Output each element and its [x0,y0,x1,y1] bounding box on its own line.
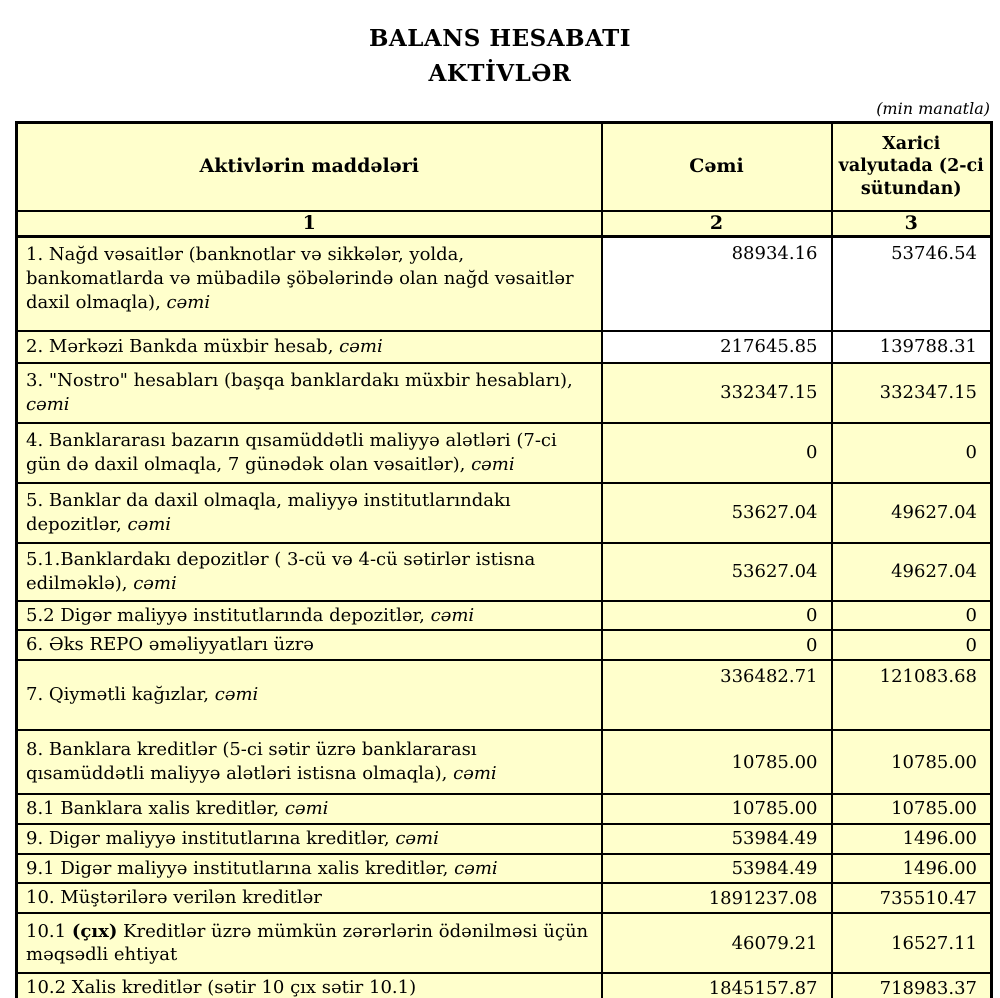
header-total: Cəmi [602,123,832,211]
item-label-cell [17,601,602,631]
table-row-2 [17,331,992,363]
foreign-value-cell: 735510.47 [832,883,992,913]
total-value-cell: 0 [602,423,832,483]
table-row-8-1 [17,794,992,824]
table-row-1 [17,237,992,331]
column-number-row [17,211,992,237]
total-value-cell: 10785.00 [602,794,832,824]
foreign-value-cell: 49627.04 [832,543,992,601]
assets-table [15,121,993,998]
item-label-cell [17,237,602,331]
item-label-italic: cəmi [26,393,70,415]
item-label: 5.1.Banklardakı depozitlər ( 3-cü və 4-cü sətirlər istisna edilməklə), [26,548,536,594]
table-row-3 [17,363,992,423]
table-row-10-2 [17,973,992,998]
item-label-cell [17,543,602,601]
item-label: 10.1 [26,920,72,942]
table-row-6 [17,630,992,660]
foreign-value-cell: 139788.31 [832,331,992,363]
foreign-value-cell: 121083.68 [832,660,992,730]
item-label-cell [17,854,602,884]
total-value-cell: 1845157.87 [602,973,832,998]
unit-note: (min manatla) [876,99,990,118]
item-label-bold: (çıx) [71,920,118,942]
table-row-4 [17,423,992,483]
total-value-cell: 53984.49 [602,824,832,854]
item-label: 7. Qiymətli kağızlar, [26,684,215,706]
page-title: BALANS HESABATI [368,25,632,52]
item-label: 9. Digər maliyyə institutlarına kreditlər, [26,827,396,849]
item-label: 9.1 Digər maliyyə institutlarına xalis kreditlər, [26,857,455,879]
item-label-cell [17,331,602,363]
item-label-cell [17,483,602,543]
header-row [17,123,992,211]
column-number-2: 2 [602,211,832,237]
foreign-value-cell: 0 [832,601,992,631]
item-label: 8. Banklara kreditlər (5-ci sətir üzrə banklararası qısamüddətli maliyyə alətləri istisna olmaqla), [26,739,477,784]
table-row-10 [17,883,992,913]
foreign-value-cell: 53746.54 [832,237,992,331]
foreign-value-cell: 332347.15 [832,363,992,423]
table-row-5-2 [17,601,992,631]
foreign-value-cell: 49627.04 [832,483,992,543]
item-label-italic: cəmi [166,291,211,313]
total-value-cell: 0 [602,601,832,631]
total-value-cell: 332347.15 [602,363,832,423]
item-label-italic: cəmi [395,827,439,849]
item-label-cell [17,363,602,423]
total-value-cell: 0 [602,630,832,660]
item-label: 1. Nağd vəsaitlər (banknotlar və sikkələr, yolda, bankomatlarda və mübadilə şöbələrində olan nağd vəsaitlər daxil olmaqla), [26,244,574,313]
foreign-value-cell: 1496.00 [832,824,992,854]
table-row-9 [17,824,992,854]
total-value-cell: 53627.04 [602,543,832,601]
foreign-value-cell: 16527.11 [832,913,992,973]
foreign-value-cell: 10785.00 [832,794,992,824]
foreign-value-cell: 718983.37 [832,973,992,998]
item-label: 5.2 Digər maliyyə institutlarında depozitlər, [26,604,431,626]
table-row-5 [17,483,992,543]
column-number-1: 1 [17,211,602,237]
header-foreign-currency: Xarici valyutada (2-ci sütundan) [832,123,992,211]
foreign-value-cell: 1496.00 [832,854,992,884]
item-label-cell [17,794,602,824]
item-label-italic: cəmi [453,763,497,784]
total-value-cell: 336482.71 [602,660,832,730]
item-label: 4. Banklararası bazarın qısamüddətli maliyyə alətləri (7-ci gün də daxil olmaqla, 7 günədək olan vəsaitlər), [26,429,557,475]
item-label: 6. Əks REPO əməliyyatları üzrə [26,634,314,656]
total-value-cell: 53627.04 [602,483,832,543]
item-label-cell [17,423,602,483]
total-value-cell: 1891237.08 [602,883,832,913]
table-row-9-1 [17,854,992,884]
table-row-7 [17,660,992,730]
table-row-8 [17,730,992,794]
item-label-cell [17,824,602,854]
column-number-3: 3 [832,211,992,237]
item-label: 8.1 Banklara xalis kreditlər, [26,798,285,819]
item-label: 3. "Nostro" hesabları (başqa banklardakı müxbir hesabları), [26,369,573,391]
foreign-value-cell: 0 [832,630,992,660]
total-value-cell: 10785.00 [602,730,832,794]
item-label-cell [17,973,602,998]
total-value-cell: 88934.16 [602,237,832,331]
item-label: 10. Müştərilərə verilən kreditlər [26,887,322,909]
item-label-italic: cəmi [471,453,515,475]
page-subtitle: AKTİVLƏR [428,59,572,87]
item-label-italic: cəmi [454,857,498,879]
total-value-cell: 53984.49 [602,854,832,884]
foreign-value-cell: 0 [832,423,992,483]
item-label-cell [17,660,602,730]
title-block [30,0,970,91]
total-value-cell: 46079.21 [602,913,832,973]
item-label-italic: cəmi [284,798,329,819]
item-label-cell [17,883,602,913]
item-label: 10.2 Xalis kreditlər (sətir 10 çıx sətir 10.1) [26,977,417,998]
header-items: Aktivlərin maddələri [17,123,602,211]
item-label-cell [17,730,602,794]
table-row-10-1 [17,913,992,973]
item-label-italic: cəmi [339,335,383,357]
item-label-rest: Kreditlər üzrə mümkün zərərlərin ödənilməsi üçün məqsədli ehtiyat [26,920,589,966]
item-label-cell [17,630,602,660]
item-label-italic: cəmi [127,513,172,535]
item-label-cell [17,913,602,973]
item-label-italic: cəmi [133,572,177,594]
item-label-italic: cəmi [430,604,475,626]
total-value-cell: 217645.85 [602,331,832,363]
foreign-value-cell: 10785.00 [832,730,992,794]
table-row-5-1 [17,543,992,601]
item-label: 5. Banklar da daxil olmaqla, maliyyə institutlarındakı depozitlər, [26,489,511,535]
item-label: 2. Mərkəzi Bankda müxbir hesab, [26,335,340,357]
item-label-italic: cəmi [214,684,259,706]
